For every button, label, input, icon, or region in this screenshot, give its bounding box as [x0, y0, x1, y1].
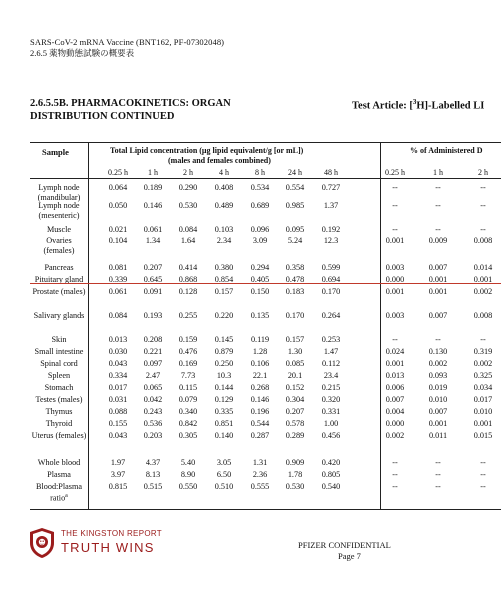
table-cell: 0.879	[214, 347, 234, 356]
table-cell: 0.540	[321, 482, 341, 491]
table-cell: 1.78	[287, 470, 303, 479]
sample-name-text: Pituitary gland	[34, 275, 84, 284]
column-divider-pct	[380, 142, 381, 509]
table-cell: 22.1	[252, 371, 268, 380]
table-cell: --	[480, 335, 486, 344]
table-cell: 0.010	[428, 395, 448, 404]
table-cell: 0.250	[214, 359, 234, 368]
table-cell: 0.287	[250, 431, 270, 440]
table-cell: 0.334	[108, 371, 128, 380]
sample-name	[30, 419, 88, 429]
table-cell: --	[392, 470, 398, 479]
table-cell: --	[392, 225, 398, 234]
table-cell: --	[435, 458, 441, 467]
header-section: 2.6.5 薬物動態試験の概要表	[30, 48, 135, 58]
table-cell: 2.36	[252, 470, 268, 479]
sample-name	[30, 201, 88, 220]
table-cell: 0.196	[250, 407, 270, 416]
table-cell: 0.255	[178, 311, 198, 320]
table-cell: --	[435, 335, 441, 344]
table-cell: --	[435, 183, 441, 192]
sample-name-text: Pancreas	[44, 263, 74, 272]
table-cell: 4.37	[145, 458, 161, 467]
table-cell: 0.019	[428, 383, 448, 392]
table-cell: 0.510	[214, 482, 234, 491]
table-cell: --	[480, 183, 486, 192]
table-cell: 0.095	[285, 225, 305, 234]
table-cell: 0.011	[428, 431, 448, 440]
sample-name-text: Thymus	[45, 407, 73, 416]
table-cell: 0.017	[473, 395, 493, 404]
sample-name	[30, 225, 88, 235]
table-cell: 0.043	[108, 431, 128, 440]
table-cell: 0.408	[214, 183, 234, 192]
table-cell: 5.24	[287, 236, 303, 245]
table-cell: 0.021	[108, 225, 128, 234]
table-cell: 1.31	[252, 458, 268, 467]
time-header: 24 h	[288, 168, 302, 177]
time-header: 1 h	[433, 168, 443, 177]
table-cell: --	[392, 183, 398, 192]
table-cell: --	[480, 201, 486, 210]
table-cell: 0.145	[214, 335, 234, 344]
table-cell: 0.065	[143, 383, 163, 392]
table-cell: --	[480, 225, 486, 234]
table-cell: 0.002	[385, 431, 405, 440]
table-cell: 0.868	[178, 275, 198, 284]
table-cell: --	[480, 482, 486, 491]
table-cell: 0.007	[385, 395, 405, 404]
table-cell: 0.096	[250, 225, 270, 234]
table-cell: --	[435, 470, 441, 479]
sample-name	[30, 347, 88, 357]
column-header-sample: Sample	[42, 147, 69, 157]
sample-name-text: Small intestine	[34, 347, 84, 356]
table-cell: 0.024	[385, 347, 405, 356]
table-cell: 0.157	[285, 335, 305, 344]
table-header-rule	[30, 178, 501, 179]
table-cell: 0.478	[285, 275, 305, 284]
time-header: 4 h	[219, 168, 229, 177]
table-cell: 0.192	[321, 225, 341, 234]
table-cell: 0.536	[143, 419, 163, 428]
table-cell: 0.340	[178, 407, 198, 416]
table-cell: --	[480, 458, 486, 467]
table-cell: 0.015	[473, 431, 493, 440]
test-article-prefix: Test Article: [	[352, 100, 413, 112]
table-cell: 0.909	[285, 458, 305, 467]
table-cell: --	[435, 201, 441, 210]
table-cell: 0.578	[285, 419, 305, 428]
table-cell: 0.414	[178, 263, 198, 272]
sample-name	[30, 458, 88, 468]
sample-name-text: Thyroid	[45, 419, 73, 428]
table-cell: 0.264	[321, 311, 341, 320]
table-cell: --	[392, 458, 398, 467]
table-cell: 0.079	[178, 395, 198, 404]
table-cell: 0.043	[108, 359, 128, 368]
section-title-line2: DISTRIBUTION CONTINUED	[30, 111, 175, 122]
section-title-line1: 2.6.5.5B. PHARMACOKINETICS: ORGAN	[30, 98, 231, 109]
table-cell: 0.002	[473, 287, 493, 296]
table-cell: 0.331	[321, 407, 341, 416]
table-cell: 7.73	[180, 371, 196, 380]
table-cell: 0.001	[428, 419, 448, 428]
table-cell: 3.09	[252, 236, 268, 245]
table-cell: 0.243	[143, 407, 163, 416]
table-cell: 0.001	[385, 359, 405, 368]
table-cell: 0.119	[250, 335, 270, 344]
table-cell: 0.221	[143, 347, 163, 356]
sample-name	[30, 482, 88, 503]
time-header: 8 h	[255, 168, 265, 177]
table-cell: 0.170	[285, 311, 305, 320]
table-cell: 0.220	[214, 311, 234, 320]
table-cell: 1.30	[287, 347, 303, 356]
table-cell: 0.115	[178, 383, 198, 392]
table-cell: 0.339	[108, 275, 128, 284]
sample-name-text: Spinal cord	[40, 359, 78, 368]
table-cell: 0.000	[385, 419, 405, 428]
table-cell: 0.727	[321, 183, 341, 192]
table-cell: 0.358	[285, 263, 305, 272]
table-cell: 0.815	[108, 482, 128, 491]
sample-name-text: Lymph node (mesenteric)	[38, 201, 80, 220]
table-cell: 0.550	[178, 482, 198, 491]
test-article-sup: 3	[412, 98, 417, 106]
table-cell: 8.13	[145, 470, 161, 479]
sample-name	[30, 287, 88, 297]
lipid-header-line1: Total Lipid concentration (µg lipid equivalent/g [or mL])	[110, 146, 304, 155]
table-cell: 0.159	[178, 335, 198, 344]
sample-name-text: Spleen	[47, 371, 71, 380]
page-number: Page 7	[338, 551, 361, 561]
table-cell: 0.320	[321, 395, 341, 404]
table-cell: 0.150	[250, 287, 270, 296]
table-cell: 0.253	[321, 335, 341, 344]
table-cell: 8.90	[180, 470, 196, 479]
sample-name-text: Blood:Plasma ratio	[36, 482, 82, 503]
table-cell: 0.002	[428, 359, 448, 368]
sample-name	[30, 431, 88, 441]
table-cell: 0.017	[108, 383, 128, 392]
table-cell: 0.001	[385, 287, 405, 296]
table-cell: 0.689	[250, 201, 270, 210]
table-cell: 0.420	[321, 458, 341, 467]
time-header: 48 h	[324, 168, 338, 177]
table-cell: 1.28	[252, 347, 268, 356]
table-cell: --	[435, 225, 441, 234]
table-cell: 0.325	[473, 371, 493, 380]
table-cell: 0.050	[108, 201, 128, 210]
table-cell: 0.854	[214, 275, 234, 284]
table-cell: 1.00	[323, 419, 339, 428]
table-cell: 0.183	[285, 287, 305, 296]
brand-name: THE KINGSTON REPORT	[61, 529, 162, 538]
sample-name-text: Skin	[51, 335, 67, 344]
test-article	[352, 98, 484, 112]
table-cell: 0.007	[428, 407, 448, 416]
table-cell: 23.4	[323, 371, 339, 380]
table-cell: 0.851	[214, 419, 234, 428]
table-cell: 0.007	[428, 263, 448, 272]
pituitary-highlight-line	[30, 283, 501, 284]
pct-administered-header: % of Administered D	[410, 146, 483, 155]
table-cell: 0.014	[473, 263, 493, 272]
brand-tagline: TRUTH WINS	[61, 540, 155, 555]
sample-name-text: Plasma	[47, 470, 71, 479]
table-cell: 0.009	[428, 236, 448, 245]
table-cell: 0.534	[250, 183, 270, 192]
table-cell: 0.193	[143, 311, 163, 320]
table-cell: 0.001	[428, 287, 448, 296]
table-cell: 0.010	[473, 407, 493, 416]
table-cell: 6.50	[216, 470, 232, 479]
sample-name	[30, 470, 88, 480]
sample-name-text: Prostate (males)	[32, 287, 86, 296]
table-cell: 0.001	[473, 275, 493, 284]
table-cell: --	[392, 482, 398, 491]
table-cell: 0.030	[108, 347, 128, 356]
table-cell: 0.207	[285, 407, 305, 416]
table-cell: 0.530	[285, 482, 305, 491]
time-header: 0.25 h	[108, 168, 128, 177]
time-header: 2 h	[478, 168, 488, 177]
table-cell: 20.1	[287, 371, 303, 380]
table-cell: 0.489	[214, 201, 234, 210]
header-product: SARS-CoV-2 mRNA Vaccine (BNT162, PF-07302048)	[30, 37, 225, 47]
table-cell: 0.064	[108, 183, 128, 192]
table-cell: 0.554	[285, 183, 305, 192]
table-cell: 0.305	[178, 431, 198, 440]
table-cell: 0.106	[250, 359, 270, 368]
table-cell: --	[392, 335, 398, 344]
sample-name	[30, 263, 88, 273]
sample-name	[30, 335, 88, 345]
table-cell: 0.031	[108, 395, 128, 404]
table-cell: 0.084	[178, 225, 198, 234]
time-header: 0.25 h	[385, 168, 405, 177]
sample-name	[30, 236, 88, 255]
sample-name	[30, 407, 88, 417]
table-cell: 0.061	[108, 287, 128, 296]
test-article-suffix: H]-Labelled LI	[416, 100, 485, 112]
table-cell: 0.129	[214, 395, 234, 404]
table-cell: 0.042	[143, 395, 163, 404]
table-cell: 0.061	[143, 225, 163, 234]
table-cell: 0.555	[250, 482, 270, 491]
sample-footnote-marker: a	[65, 492, 68, 499]
table-cell: --	[480, 470, 486, 479]
table-cell: 0.003	[385, 311, 405, 320]
table-cell: 0.268	[250, 383, 270, 392]
table-cell: 0.093	[428, 371, 448, 380]
sample-name-text: Uterus (females)	[31, 431, 87, 440]
table-cell: 0.130	[428, 347, 448, 356]
table-cell: 0.000	[385, 275, 405, 284]
table-cell: 0.335	[214, 407, 234, 416]
table-cell: 0.006	[385, 383, 405, 392]
table-cell: 0.097	[143, 359, 163, 368]
table-cell: 2.47	[145, 371, 161, 380]
table-cell: 0.155	[108, 419, 128, 428]
sample-name	[30, 359, 88, 369]
table-cell: 0.144	[214, 383, 234, 392]
table-cell: 0.104	[108, 236, 128, 245]
table-cell: 0.013	[108, 335, 128, 344]
table-cell: 0.004	[385, 407, 405, 416]
table-cell: 0.146	[250, 395, 270, 404]
table-cell: 0.103	[214, 225, 234, 234]
sample-name-text: Whole blood	[37, 458, 81, 467]
table-cell: 0.034	[473, 383, 493, 392]
table-cell: 0.215	[321, 383, 341, 392]
table-cell: 0.001	[428, 275, 448, 284]
table-cell: 0.007	[428, 311, 448, 320]
table-cell: 1.37	[323, 201, 339, 210]
table-cell: 0.530	[178, 201, 198, 210]
table-cell: 0.003	[385, 263, 405, 272]
table-cell: 0.319	[473, 347, 493, 356]
table-cell: 0.013	[385, 371, 405, 380]
table-cell: 0.456	[321, 431, 341, 440]
table-cell: 0.008	[473, 311, 493, 320]
table-cell: 5.40	[180, 458, 196, 467]
confidential-label: PFIZER CONFIDENTIAL	[298, 540, 391, 550]
sample-name	[30, 371, 88, 381]
table-cell: 0.645	[143, 275, 163, 284]
table-cell: 1.64	[180, 236, 196, 245]
table-cell: 0.112	[321, 359, 341, 368]
table-cell: 0.805	[321, 470, 341, 479]
table-cell: 0.001	[385, 236, 405, 245]
sample-name	[30, 183, 88, 202]
sample-name-text: Stomach	[44, 383, 74, 392]
table-cell: 0.088	[108, 407, 128, 416]
table-cell: 0.157	[214, 287, 234, 296]
table-cell: 0.208	[143, 335, 163, 344]
table-cell: 0.008	[473, 236, 493, 245]
table-cell: 0.002	[473, 359, 493, 368]
lipid-header-line2: (males and females combined)	[168, 156, 271, 165]
table-cell: 0.294	[250, 263, 270, 272]
table-cell: 0.135	[250, 311, 270, 320]
time-header: 1 h	[148, 168, 158, 177]
table-bottom-rule	[30, 509, 501, 510]
table-cell: 0.515	[143, 482, 163, 491]
table-cell: 0.084	[108, 311, 128, 320]
time-header: 2 h	[183, 168, 193, 177]
table-cell: 0.289	[285, 431, 305, 440]
table-cell: 0.081	[108, 263, 128, 272]
table-cell: 0.842	[178, 419, 198, 428]
table-cell: 0.001	[473, 419, 493, 428]
sample-name-text: Salivary glands	[33, 311, 85, 320]
table-cell: 1.97	[110, 458, 126, 467]
sample-name	[30, 395, 88, 405]
table-cell: 0.405	[250, 275, 270, 284]
table-cell: 0.544	[250, 419, 270, 428]
table-cell: 0.085	[285, 359, 305, 368]
column-divider-sample	[88, 142, 89, 509]
table-cell: 3.05	[216, 458, 232, 467]
table-cell: 0.152	[285, 383, 305, 392]
table-cell: 0.203	[143, 431, 163, 440]
lion-crest-icon	[28, 527, 56, 559]
table-cell: 0.304	[285, 395, 305, 404]
table-cell: 1.34	[145, 236, 161, 245]
sample-name	[30, 383, 88, 393]
table-cell: 12.3	[323, 236, 339, 245]
table-cell: 0.694	[321, 275, 341, 284]
table-cell: --	[435, 482, 441, 491]
table-cell: 0.290	[178, 183, 198, 192]
table-cell: 0.128	[178, 287, 198, 296]
table-top-rule	[30, 142, 501, 143]
sample-name-text: Lymph node (mandibular)	[37, 183, 81, 202]
table-cell: 0.207	[143, 263, 163, 272]
sample-name-text: Testes (males)	[35, 395, 83, 404]
table-cell: 3.97	[110, 470, 126, 479]
table-cell: 2.34	[216, 236, 232, 245]
table-cell: 0.140	[214, 431, 234, 440]
sample-name	[30, 311, 88, 321]
table-cell: 0.476	[178, 347, 198, 356]
table-cell: 10.3	[216, 371, 232, 380]
table-cell: 0.599	[321, 263, 341, 272]
table-cell: 0.380	[214, 263, 234, 272]
sample-name-text: Ovaries (females)	[43, 236, 75, 255]
table-cell: --	[392, 201, 398, 210]
table-cell: 1.47	[323, 347, 339, 356]
table-cell: 0.169	[178, 359, 198, 368]
table-cell: 0.146	[143, 201, 163, 210]
table-cell: 0.985	[285, 201, 305, 210]
table-cell: 0.189	[143, 183, 163, 192]
table-cell: 0.170	[321, 287, 341, 296]
table-cell: 0.091	[143, 287, 163, 296]
sample-name-text: Muscle	[46, 225, 72, 234]
